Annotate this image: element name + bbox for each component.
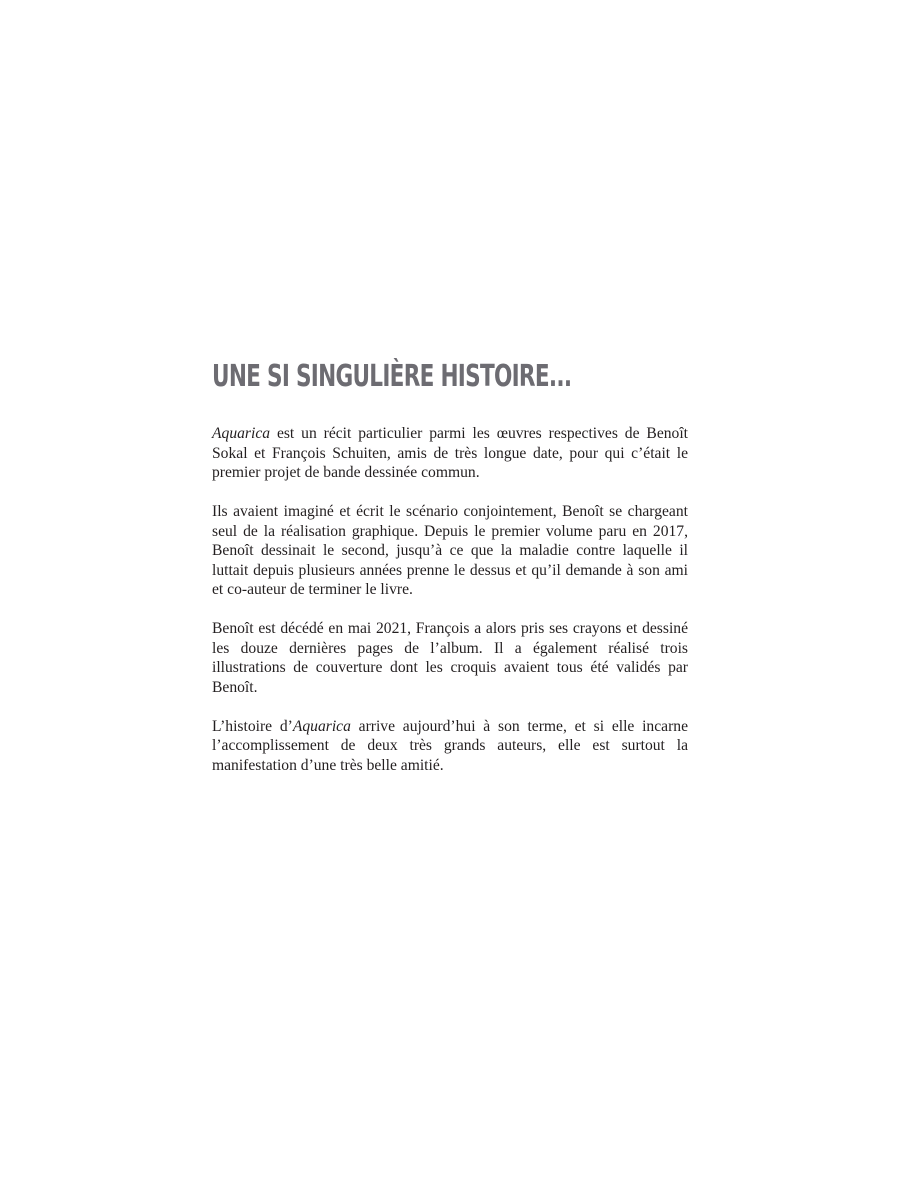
paragraph-1	[212, 424, 688, 483]
text-block	[212, 358, 688, 795]
paragraph-3	[212, 619, 688, 697]
book-title-italic: Aquarica	[212, 425, 271, 442]
page-title: UNE SI SINGULIÈRE HISTOIRE...	[212, 359, 572, 394]
book-title-italic: Aquarica	[292, 717, 351, 735]
paragraph-4-text-after: arrive aujourd’hui à son terme, et si elle incarne l’accomplissement de deux très grands auteurs, elle est surtout la manifestation d’une très belle amitié.	[212, 717, 688, 774]
paragraph-1-text: est un récit particulier parmi les œuvres respectives de Benoît Sokal et François Schuiten, amis de très longue date, pour qui c’était le premier projet de bande dessinée commun.	[212, 425, 688, 481]
paragraph-3-text: Benoît est décédé en mai 2021, François a alors pris ses crayons et dessiné les douze dernières pages de l’album. Il a également réalisé trois illustrations de couverture dont les croquis avaient tous été validés par Benoît.	[212, 620, 688, 696]
paragraph-2-text: Ils avaient imaginé et écrit le scénario conjointement, Benoît se chargeant seul de la réalisation graphique. Depuis le premier volume paru en 2017, Benoît dessinait le second, jusqu’à ce que la maladie contre laquelle il luttait depuis plusieurs années prenne le dessus et qu’il demande à son ami et co-auteur de terminer le livre.	[212, 503, 688, 598]
paragraph-4-text-before: L’histoire d’	[212, 717, 293, 735]
paragraph-4	[212, 717, 688, 776]
paragraph-2	[212, 502, 688, 600]
